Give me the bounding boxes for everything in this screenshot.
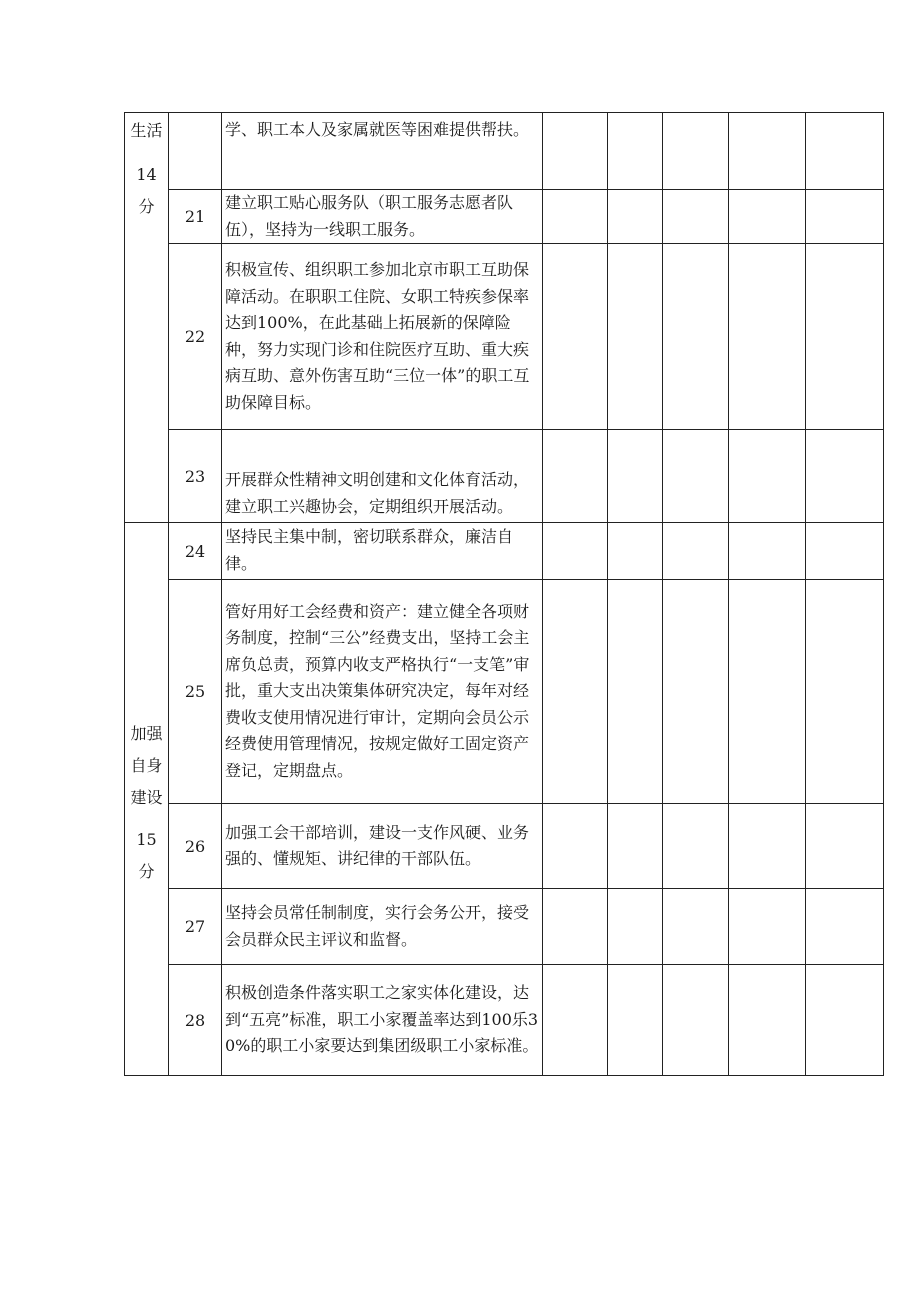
score-cell [543,580,608,804]
score-cell [543,523,608,580]
item-number: 22 [169,244,222,430]
score-cell [806,244,884,430]
score-cell [543,430,608,523]
item-content: 开展群众性精神文明创建和文化体育活动，建立职工兴趣协会，定期组织开展活动。 [222,430,543,523]
score-cell [663,244,729,430]
score-cell [543,190,608,244]
score-cell [729,430,806,523]
score-cell [729,804,806,889]
table-row [125,523,884,580]
item-number: 24 [169,523,222,580]
category-cell-self-building [125,523,169,1076]
score-cell [729,965,806,1076]
item-number: 23 [169,430,222,523]
score-cell [663,889,729,965]
item-number [169,113,222,190]
score-cell [608,804,663,889]
item-number: 25 [169,580,222,804]
item-content: 积极创造条件落实职工之家实体化建设，达到“五亮”标准，职工小家覆盖率达到100乐30%的职工小家要达到集团级职工小家标准。 [222,965,543,1076]
score-cell [729,523,806,580]
item-content: 坚持会员常任制制度，实行会务公开，接受会员群众民主评议和监督。 [222,889,543,965]
table-row [125,190,884,244]
score-cell [806,804,884,889]
score-cell [806,889,884,965]
score-cell [663,965,729,1076]
score-cell [663,523,729,580]
score-cell [806,965,884,1076]
score-cell [663,190,729,244]
score-cell [663,430,729,523]
item-content: 加强工会干部培训，建设一支作风硬、业务强的、懂规矩、讲纪律的干部队伍。 [222,804,543,889]
item-content: 建立职工贴心服务队（职工服务志愿者队伍），坚持为一线职工服务。 [222,190,543,244]
score-cell [806,523,884,580]
score-cell [608,523,663,580]
item-number: 26 [169,804,222,889]
score-cell [608,430,663,523]
score-cell [729,113,806,190]
item-content: 学、职工本人及家属就医等困难提供帮扶。 [222,113,543,190]
score-cell [608,113,663,190]
table-row [125,244,884,430]
score-cell [729,244,806,430]
item-number: 27 [169,889,222,965]
category-score: 14分 [136,165,157,216]
score-cell [608,965,663,1076]
score-cell [543,889,608,965]
score-cell [806,580,884,804]
item-number: 21 [169,190,222,244]
item-content: 管好用好工会经费和资产：建立健全各项财务制度，控制“三公”经费支出，坚持工会主席负总责，预算内收支严格执行“一支笔”审批，重大支出决策集体研究决定，每年对经费收支使用情况进行审计，定期向会员公示经费使用管理情况，按规定做好工固定资产登记，定期盘点。 [222,580,543,804]
table-row [125,889,884,965]
item-content: 积极宣传、组织职工参加北京市职工互助保障活动。在职职工住院、女职工特疾参保率达到100%，在此基础上拓展新的保障险种，努力实现门诊和住院医疗互助、重大疾病互助、意外伤害互助“三位一体”的职工互助保障目标。 [222,244,543,430]
score-cell [608,244,663,430]
score-cell [729,580,806,804]
category-cell-life [125,113,169,523]
item-number: 28 [169,965,222,1076]
score-cell [543,113,608,190]
score-cell [806,113,884,190]
table-row [125,965,884,1076]
score-cell [543,244,608,430]
table-row [125,580,884,804]
score-cell [608,580,663,804]
score-cell [729,889,806,965]
category-name: 加强自身建设 [130,724,163,807]
score-cell [543,965,608,1076]
score-cell [608,190,663,244]
category-score: 15分 [136,830,157,881]
score-cell [729,190,806,244]
table-row [125,804,884,889]
score-cell [663,804,729,889]
score-cell [608,889,663,965]
category-name: 生活 [130,121,163,140]
table-row [125,113,884,190]
score-cell [543,804,608,889]
score-cell [663,580,729,804]
evaluation-table [124,112,884,1076]
score-cell [663,113,729,190]
table-row [125,430,884,523]
score-cell [806,190,884,244]
item-content: 坚持民主集中制，密切联系群众，廉洁自律。 [222,523,543,580]
score-cell [806,430,884,523]
